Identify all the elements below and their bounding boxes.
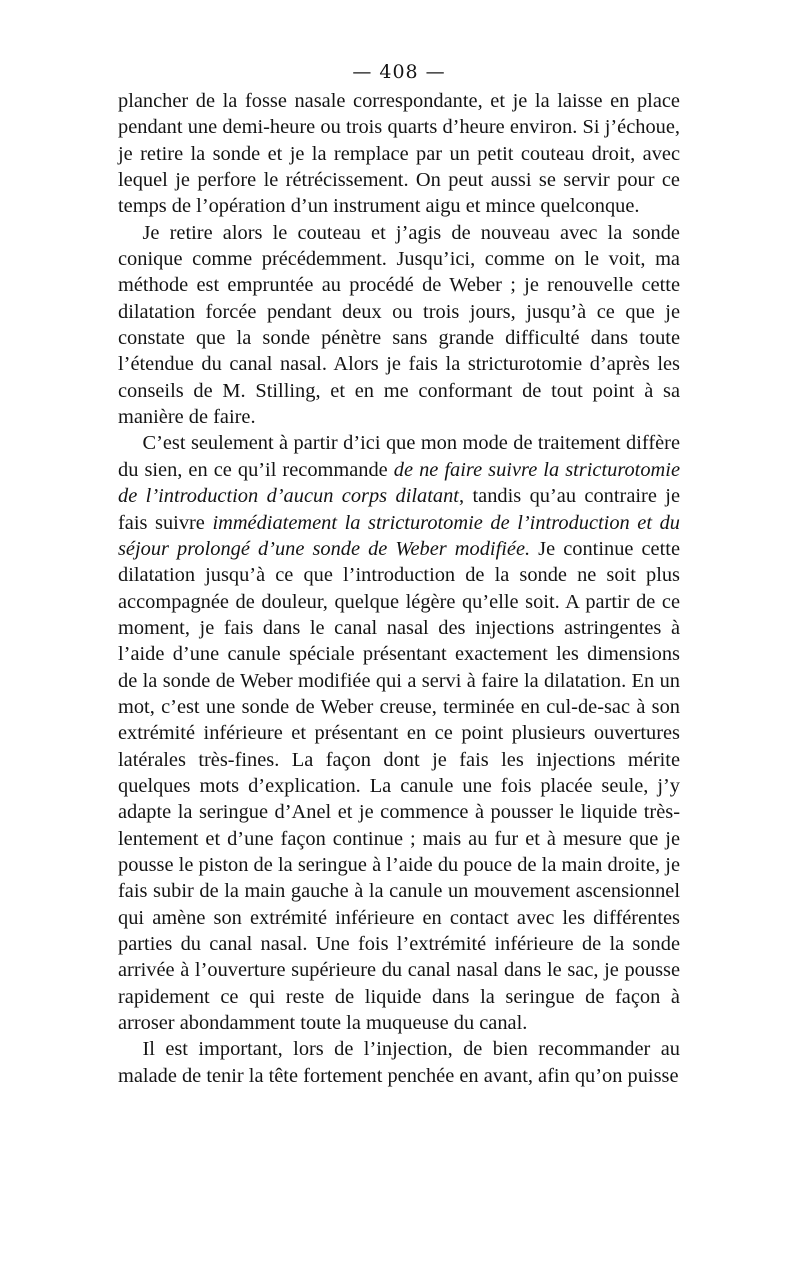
text-run: C’est seulement à partir d’ici que mon mode de traitement diffère du sien, en ce qu’il recommande <box>118 432 680 481</box>
text-run: Il est important, lors de l’injection, de bien recommander au malade de tenir la tête fortement penchée en avant, afin qu’on puisse <box>118 1038 680 1087</box>
page-number: — 408 — <box>352 61 446 83</box>
paragraph-p3 <box>118 430 680 1036</box>
text-run: Je continue cette dilatation jusqu’à ce que l’introduction de la sonde ne soit plus accompagnée de douleur, quelque légère qu’elle soit. A partir de ce moment, je fais dans le canal nasal des injections astringentes à l’aide d’une canule spéciale présentant exactement les dimensions de la sonde de Weber modifiée qui a servi à faire la dilatation. En un mot, c’est une sonde de Weber creuse, terminée en cul-de-sac à son extrémité inférieure et présentant en ce point plusieurs ouvertures latérales très-fines. La façon dont je fais les injections mérite quelques mots d’explication. La canule une fois placée seule, j’y adapte la seringue d’Anel et je commence à pousser le liquide très-lentement et d’une façon continue ; mais au fur et à mesure que je pousse le piston de la seringue à l’aide du pouce de la main droite, je fais subir de la main gauche à la canule un mouvement ascensionnel qui amène son extrémité inférieure en contact avec les différentes parties du canal nasal. Une fois l’extrémité inférieure de la sonde arrivée à l’ouverture supérieure du canal nasal dans le sac, je pousse rapidement ce qui reste de liquide dans la seringue de façon à arroser abondamment toute la muqueuse du canal. <box>118 537 680 1035</box>
paragraph-p2 <box>118 220 680 431</box>
italic-text: de ne faire suivre la stricturotomie de l’introduction d’aucun corps dilatant <box>118 458 680 508</box>
text-run: , tandis qu’au contraire je fais suivre <box>118 485 680 534</box>
book-page <box>118 58 680 1089</box>
body-text <box>118 88 680 1089</box>
paragraph-p4 <box>118 1036 680 1089</box>
italic-text: immédiatement la stricturotomie de l’introduction et du séjour prolongé d’une sonde de Weber modifiée. <box>118 511 680 560</box>
paragraph-p1 <box>118 88 680 220</box>
text-run: plancher de la fosse nasale correspondante, et je la laisse en place pendant une demi-heure ou trois quarts d’heure environ. Si j’échoue, je retire la sonde et je la remplace par un petit couteau droit, avec lequel je perfore le rétrécissement. On peut aussi se servir pour ce temps de l’opération d’un instrument aigu et mince quelconque. <box>118 90 680 218</box>
text-run: Je retire alors le couteau et j’agis de nouveau avec la sonde conique comme précédemment. Jusqu’ici, comme on le voit, ma méthode est empruntée au procédé de Weber ; je renouvelle cette dilatation forcée pendant deux ou trois jours, jusqu’à ce que je constate que la sonde pénètre sans grande difficulté dans toute l’étendue du canal nasal. Alors je fais la stricturotomie d’après les conseils de M. Stilling, et en me conformant de tout point à sa manière de faire. <box>118 221 680 429</box>
